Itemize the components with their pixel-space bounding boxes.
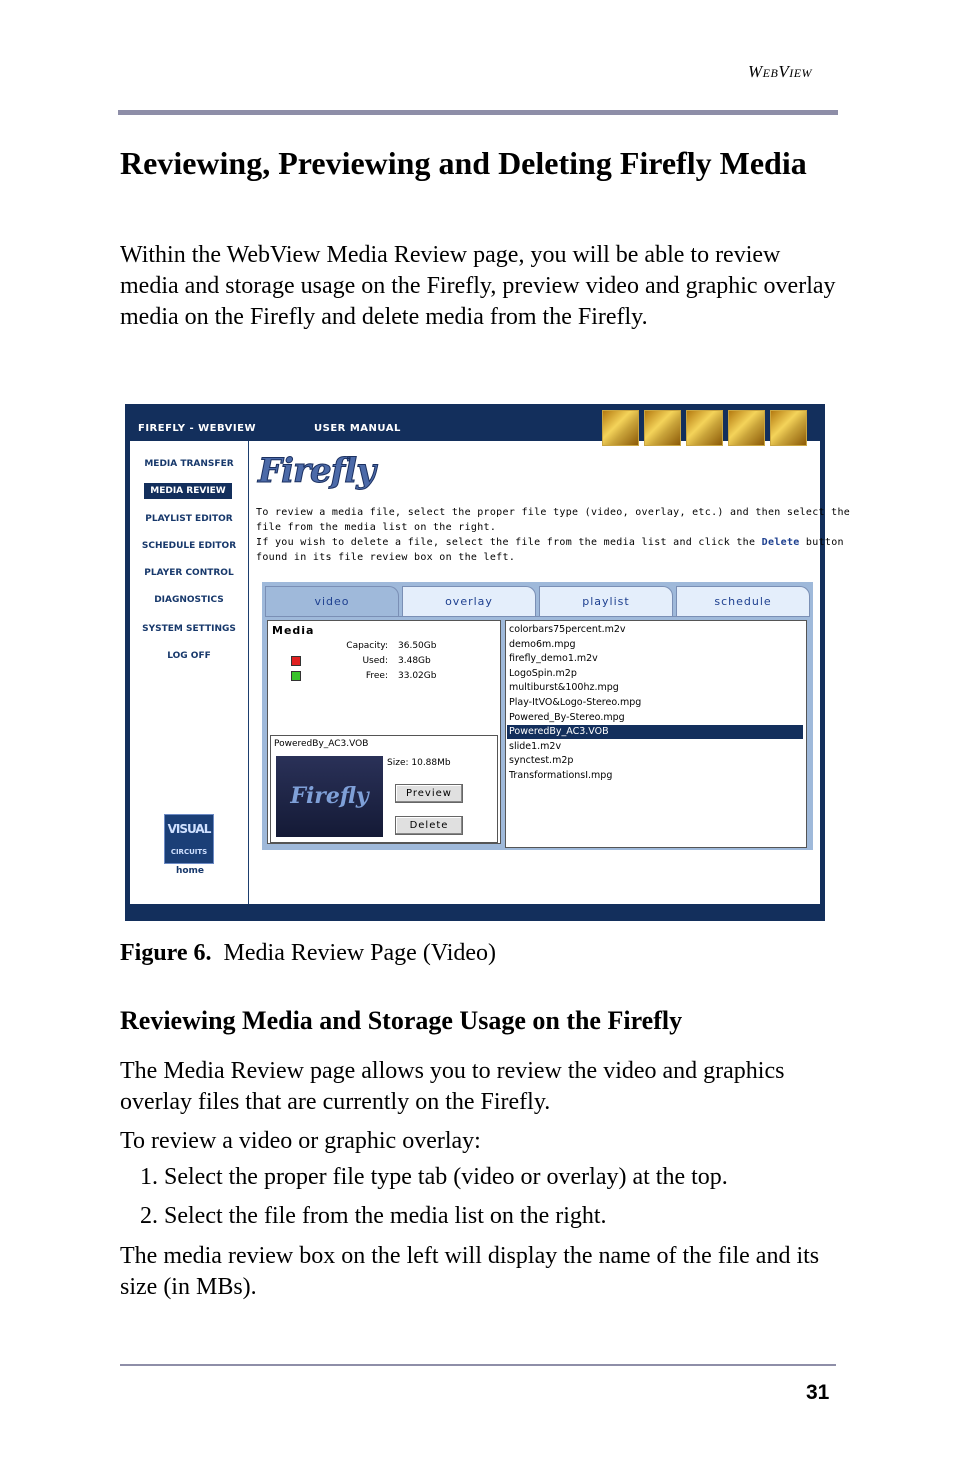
instruction-line: To review a media file, select the proper file type (video, overlay, etc.) and then select the bbox=[256, 507, 851, 518]
header-photo bbox=[770, 410, 807, 446]
tab-underline bbox=[265, 616, 810, 617]
header-photo bbox=[644, 410, 681, 446]
tab-schedule[interactable]: schedule bbox=[676, 586, 810, 617]
header-photo bbox=[686, 410, 723, 446]
tab-overlay[interactable]: overlay bbox=[402, 586, 536, 617]
running-head: WEBVIEW bbox=[748, 62, 813, 81]
used-label: Used: bbox=[362, 656, 388, 666]
free-label: Free: bbox=[365, 671, 388, 681]
nav-player-control[interactable]: PLAYER CONTROL bbox=[144, 568, 234, 578]
nav-media-review[interactable]: MEDIA REVIEW bbox=[144, 483, 232, 499]
nav-playlist-editor[interactable]: PLAYLIST EDITOR bbox=[145, 514, 233, 524]
list-item[interactable]: TransformationsI.mpg bbox=[509, 770, 613, 781]
capacity-label: Capacity: bbox=[346, 641, 388, 651]
instruction-line: If you wish to delete a file, select the file from the media list and click the Delete button bbox=[256, 537, 844, 548]
instruction-line: file from the media list on the right. bbox=[256, 522, 497, 533]
intro-paragraph: Within the WebView Media Review page, you will be able to review media and storage usage on the Firefly, preview video and graphic overlay media on the Firefly and delete media from the Firefly. bbox=[120, 242, 836, 330]
list-item[interactable]: slide1.m2v bbox=[509, 740, 562, 752]
step-item: 2. Select the file from the media list on the right. bbox=[140, 1203, 607, 1229]
nav-log-off[interactable]: LOG OFF bbox=[167, 651, 211, 661]
visual-circuits-logo[interactable]: VISUAL CIRCUITS bbox=[164, 814, 214, 864]
list-item-selected[interactable]: PoweredBy_AC3.VOB bbox=[507, 725, 803, 739]
page-number: 31 bbox=[806, 1381, 830, 1404]
tab-playlist[interactable]: playlist bbox=[539, 586, 673, 617]
paragraph: To review a video or graphic overlay: bbox=[120, 1128, 481, 1154]
file-review-box bbox=[270, 735, 498, 843]
nav-media-transfer[interactable]: MEDIA TRANSFER bbox=[144, 459, 234, 469]
header-photo bbox=[602, 410, 639, 446]
list-item[interactable]: synctest.m2p bbox=[509, 755, 574, 767]
delete-button[interactable]: Delete bbox=[395, 816, 463, 835]
used-value: 3.48Gb bbox=[398, 656, 431, 666]
media-file-list[interactable] bbox=[505, 620, 807, 848]
paragraph: The media review box on the left will display the name of the file and its size (in MBs). bbox=[120, 1243, 820, 1300]
media-panel bbox=[262, 582, 813, 850]
list-item[interactable]: Powered_By-Stereo.mpg bbox=[509, 711, 625, 723]
file-size: Size: 10.88Mb bbox=[387, 758, 451, 768]
step-item: 1. Select the proper file type tab (video or overlay) at the top. bbox=[140, 1164, 728, 1190]
file-preview-thumbnail: Firefly bbox=[276, 756, 383, 837]
list-item[interactable]: multiburst&100hz.mpg bbox=[509, 682, 619, 694]
header-manual-link[interactable]: USER MANUAL bbox=[314, 423, 401, 434]
free-value: 33.02Gb bbox=[398, 671, 437, 681]
paragraph: The Media Review page allows you to review the video and graphics overlay files that are currently on the Firefly. bbox=[120, 1058, 785, 1115]
media-review-screenshot bbox=[125, 404, 851, 921]
home-link[interactable]: home bbox=[175, 866, 205, 876]
webview-header bbox=[130, 419, 820, 441]
media-title: Media bbox=[272, 624, 315, 637]
list-item[interactable]: LogoSpin.m2p bbox=[509, 667, 577, 679]
header-photo bbox=[728, 410, 765, 446]
subheading: Reviewing Media and Storage Usage on the Firefly bbox=[120, 1006, 683, 1035]
firefly-logo: Firefly bbox=[258, 451, 375, 491]
nav-schedule-editor[interactable]: SCHEDULE EDITOR bbox=[141, 541, 237, 551]
tab-video[interactable]: video bbox=[265, 586, 399, 617]
list-item[interactable]: demo6m.mpg bbox=[509, 638, 576, 650]
selected-file-name: PoweredBy_AC3.VOB bbox=[274, 739, 369, 749]
list-item[interactable]: firefly_demo1.m2v bbox=[509, 653, 598, 665]
section-heading: Reviewing, Previewing and Deleting Firefly Media bbox=[120, 145, 807, 181]
webview-page bbox=[130, 419, 851, 904]
bottom-rule bbox=[120, 1364, 836, 1366]
media-review-box bbox=[267, 620, 501, 844]
instruction-line: found in its file review box on the left. bbox=[256, 552, 516, 563]
capacity-value: 36.50Gb bbox=[398, 641, 437, 651]
preview-button[interactable]: Preview bbox=[395, 784, 463, 803]
header-title: FIREFLY - WEBVIEW bbox=[138, 423, 256, 434]
sidebar-nav bbox=[130, 441, 249, 904]
nav-system-settings[interactable]: SYSTEM SETTINGS bbox=[142, 624, 236, 634]
list-item[interactable]: colorbars75percent.m2v bbox=[509, 624, 626, 635]
list-item[interactable]: Play-ItVO&Logo-Stereo.mpg bbox=[509, 697, 642, 708]
figure-caption: Figure 6. Media Review Page (Video) bbox=[120, 940, 497, 966]
nav-diagnostics[interactable]: DIAGNOSTICS bbox=[154, 595, 224, 605]
top-rule bbox=[118, 110, 838, 115]
